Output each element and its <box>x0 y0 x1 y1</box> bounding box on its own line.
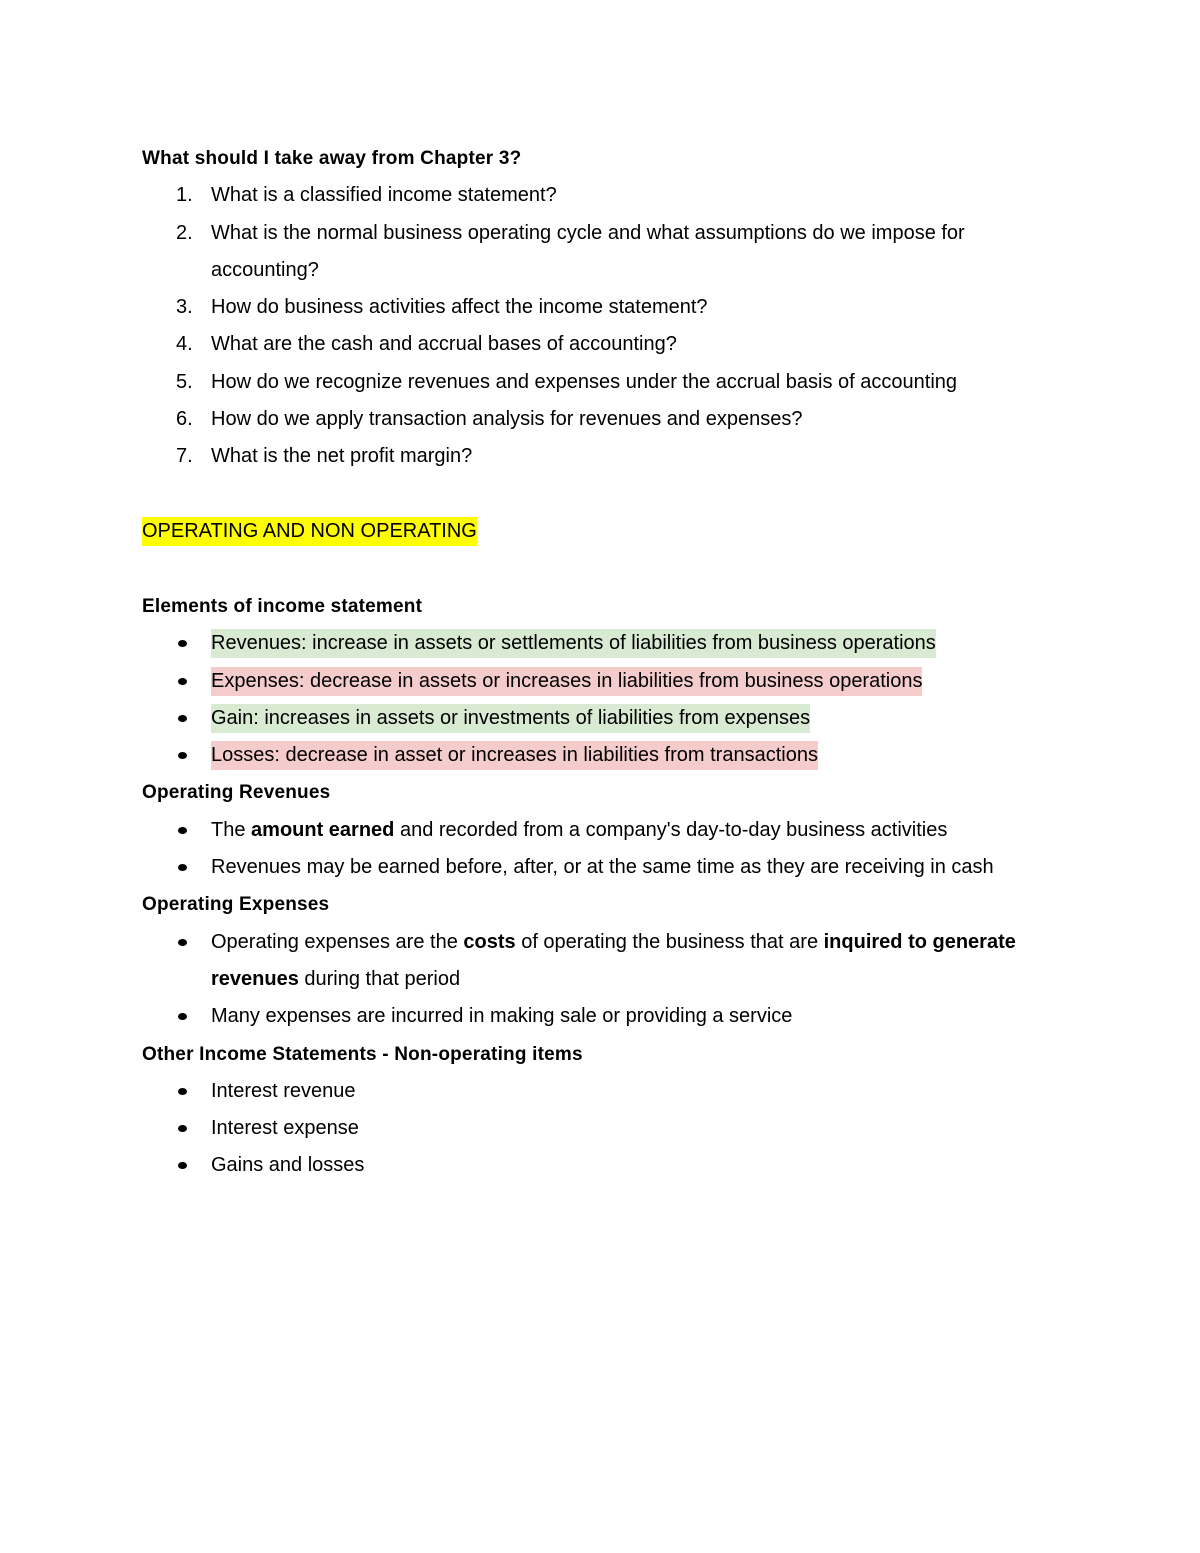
bullet-icon <box>178 1162 187 1169</box>
page-title: What should I take away from Chapter 3? <box>142 148 522 169</box>
list-item: The amount earned and recorded from a company's day-to-day business activities <box>142 812 1072 849</box>
list-item: 5. How do we recognize revenues and expenses under the accrual basis of accounting <box>176 370 958 393</box>
list-item: Interest expense <box>142 1110 1072 1147</box>
list-item: Revenues may be earned before, after, or at the same time as they are receiving in cash <box>142 849 1072 886</box>
list-item-revenues: Revenues: increase in assets or settlements of liabilities from business operations <box>142 625 1072 662</box>
other-items-heading: Other Income Statements - Non-operating items <box>142 1043 583 1065</box>
bullet-icon <box>178 752 187 759</box>
operating-revenues-list <box>142 812 1072 887</box>
list-item: Many expenses are incurred in making sale or providing a service <box>142 998 1072 1035</box>
bullet-icon <box>178 1088 187 1095</box>
bullet-icon <box>178 678 187 685</box>
list-item: 6. How do we apply transaction analysis for revenues and expenses? <box>176 408 803 431</box>
bullet-icon <box>178 640 187 647</box>
bullet-icon <box>178 715 187 722</box>
list-item-losses: Losses: decrease in asset or increases in liabilities from transactions <box>142 737 1072 774</box>
bullet-icon <box>178 864 187 871</box>
section-label: OPERATING AND NON OPERATING <box>142 513 1072 550</box>
list-item-expenses: Expenses: decrease in assets or increases in liabilities from business operations <box>142 663 1072 700</box>
bullet-icon <box>178 939 187 946</box>
list-item: Interest revenue <box>142 1073 1072 1110</box>
list-item-gain: Gain: increases in assets or investments of liabilities from expenses <box>142 700 1072 737</box>
questions-list <box>142 177 1072 475</box>
list-item: 2. What is the normal business operating cycle and what assumptions do we impose for accounting? <box>176 221 965 281</box>
elements-heading: Elements of income statement <box>142 595 423 617</box>
operating-expenses-list <box>142 924 1072 1036</box>
list-item: Operating expenses are the costs of operating the business that are inquired to generate revenues during that period <box>142 924 1072 999</box>
list-item: 7. What is the net profit margin? <box>176 445 473 468</box>
operating-revenues-heading: Operating Revenues <box>142 782 331 804</box>
bullet-icon <box>178 1013 187 1020</box>
list-item: 1. What is a classified income statement? <box>176 184 557 207</box>
bullet-icon <box>178 1125 187 1132</box>
document-page <box>142 140 1072 1185</box>
elements-list <box>142 625 1072 774</box>
bullet-icon <box>178 827 187 834</box>
list-item: 4. What are the cash and accrual bases of accounting? <box>176 333 677 356</box>
other-items-list <box>142 1073 1072 1185</box>
list-item: Gains and losses <box>142 1147 1072 1184</box>
operating-expenses-heading: Operating Expenses <box>142 894 330 916</box>
list-item: 3. How do business activities affect the income statement? <box>176 296 708 319</box>
